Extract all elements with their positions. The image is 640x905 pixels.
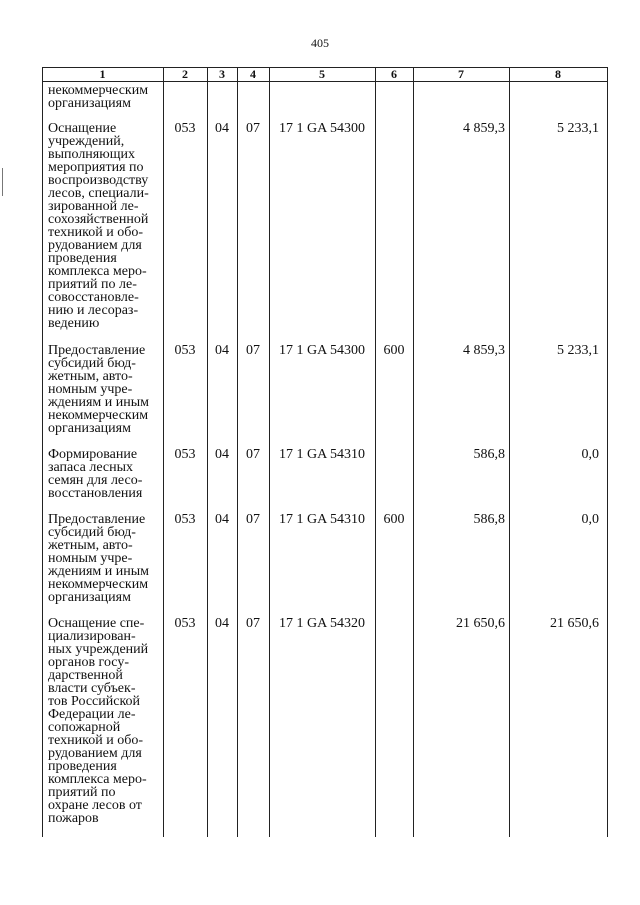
cell-amount-2: 0,0 bbox=[581, 447, 599, 462]
row-name-line: некоммерческим bbox=[48, 408, 149, 423]
cell-amount-1: 4 859,3 bbox=[463, 121, 505, 136]
row-name-line: некоммерческим bbox=[48, 577, 149, 592]
row-name-line: комплекса меро- bbox=[48, 772, 147, 787]
row-name-line: Предоставление bbox=[48, 343, 146, 358]
row-name bbox=[48, 344, 163, 435]
row-name-line: мероприятия по bbox=[48, 160, 144, 175]
row-name-line: номным учре- bbox=[48, 551, 133, 566]
row-name-line: зированной ле- bbox=[48, 199, 139, 214]
row-name-line: органов госу- bbox=[48, 655, 129, 670]
row-name-line: организациям bbox=[48, 96, 131, 111]
row-name-line: восстановления bbox=[48, 486, 143, 501]
cell-section: 04 bbox=[215, 121, 229, 136]
header-col-1: 1 bbox=[99, 67, 106, 81]
cell-section: 04 bbox=[215, 512, 229, 527]
cell-section: 04 bbox=[215, 343, 229, 358]
row-name-line: комплекса меро- bbox=[48, 264, 147, 279]
cell-ministry: 053 bbox=[174, 343, 196, 358]
cell-target-article: 17 1 GA 54300 bbox=[279, 343, 365, 358]
header-col-3: 3 bbox=[219, 67, 225, 81]
row-name bbox=[48, 122, 163, 330]
row-name-line: Оснащение bbox=[48, 121, 117, 136]
header-col-6: 6 bbox=[391, 67, 397, 81]
cell-ministry: 053 bbox=[174, 121, 196, 136]
row-name-line: Федерации ле- bbox=[48, 707, 136, 722]
row-name bbox=[48, 84, 163, 110]
cell-target-article: 17 1 GA 54310 bbox=[279, 447, 365, 462]
cell-ministry: 053 bbox=[174, 616, 196, 631]
row-name-line: номным учре- bbox=[48, 382, 133, 397]
row-name-line: техникой и обо- bbox=[48, 733, 143, 748]
cell-target-article: 17 1 GA 54310 bbox=[279, 512, 365, 527]
row-name-line: тов Российской bbox=[48, 694, 141, 709]
cell-subsection: 07 bbox=[246, 121, 260, 136]
row-name-line: некоммерческим bbox=[48, 83, 149, 98]
row-name-line: субсидий бюд- bbox=[48, 525, 136, 540]
row-name-line: рудованием для bbox=[48, 746, 142, 761]
cell-amount-1: 586,8 bbox=[473, 447, 505, 462]
row-name-line: организациям bbox=[48, 421, 131, 436]
cell-amount-2: 5 233,1 bbox=[557, 343, 599, 358]
row-name-line: охране лесов от bbox=[48, 798, 142, 813]
cell-expense-type: 600 bbox=[383, 343, 405, 358]
cell-subsection: 07 bbox=[246, 512, 260, 527]
row-name-line: Формирование bbox=[48, 447, 138, 462]
row-name-line: семян для лесо- bbox=[48, 473, 143, 488]
column-divider bbox=[375, 67, 376, 837]
header-col-7: 7 bbox=[458, 67, 464, 81]
cell-amount-1: 21 650,6 bbox=[456, 616, 505, 631]
header-bottom-rule bbox=[42, 81, 608, 82]
row-name-line: сопожарной bbox=[48, 720, 121, 735]
scan-artifact-mark bbox=[2, 168, 3, 196]
cell-amount-2: 0,0 bbox=[581, 512, 599, 527]
row-name-line: Предоставление bbox=[48, 512, 146, 527]
row-name-line: субсидий бюд- bbox=[48, 356, 136, 371]
row-name bbox=[48, 617, 163, 825]
cell-ministry: 053 bbox=[174, 512, 196, 527]
header-col-8: 8 bbox=[555, 67, 561, 81]
cell-subsection: 07 bbox=[246, 447, 260, 462]
row-name-line: пожаров bbox=[48, 811, 99, 826]
row-name bbox=[48, 448, 163, 500]
page-number: 405 bbox=[311, 36, 329, 50]
cell-section: 04 bbox=[215, 616, 229, 631]
row-name-line: ждениям и иным bbox=[48, 395, 150, 410]
row-name-line: циализирован- bbox=[48, 629, 136, 644]
cell-subsection: 07 bbox=[246, 343, 260, 358]
budget-table bbox=[42, 67, 608, 837]
row-name-line: ных учреждений bbox=[48, 642, 149, 657]
row-name-line: техникой и обо- bbox=[48, 225, 143, 240]
cell-target-article: 17 1 GA 54300 bbox=[279, 121, 365, 136]
header-col-2: 2 bbox=[182, 67, 188, 81]
row-name-line: дарственной bbox=[48, 668, 123, 683]
cell-amount-1: 4 859,3 bbox=[463, 343, 505, 358]
row-name-line: ждениям и иным bbox=[48, 564, 150, 579]
cell-target-article: 17 1 GA 54320 bbox=[279, 616, 365, 631]
row-name-line: воспроизводству bbox=[48, 173, 149, 188]
row-name bbox=[48, 513, 163, 604]
column-divider bbox=[607, 67, 608, 837]
row-name-line: Оснащение спе- bbox=[48, 616, 145, 631]
cell-amount-2: 5 233,1 bbox=[557, 121, 599, 136]
row-name-line: учреждений, bbox=[48, 134, 125, 149]
column-divider bbox=[42, 67, 43, 837]
row-name-line: приятий по ле- bbox=[48, 277, 137, 292]
cell-subsection: 07 bbox=[246, 616, 260, 631]
row-name-line: жетным, авто- bbox=[48, 369, 133, 384]
row-name-line: приятий по bbox=[48, 785, 116, 800]
header-col-4: 4 bbox=[250, 67, 256, 81]
cell-ministry: 053 bbox=[174, 447, 196, 462]
row-name-line: совосстановле- bbox=[48, 290, 139, 305]
row-name-line: запаса лесных bbox=[48, 460, 134, 475]
row-name-line: рудованием для bbox=[48, 238, 142, 253]
row-name-line: лесов, специали- bbox=[48, 186, 149, 201]
cell-amount-1: 586,8 bbox=[473, 512, 505, 527]
row-name-line: нию и лесораз- bbox=[48, 303, 139, 318]
row-name-line: ведению bbox=[48, 316, 100, 331]
header-col-5: 5 bbox=[319, 67, 325, 81]
row-name-line: выполняющих bbox=[48, 147, 135, 162]
row-name-line: сохозяйственной bbox=[48, 212, 149, 227]
row-name-line: власти субъек- bbox=[48, 681, 136, 696]
row-name-line: организациям bbox=[48, 590, 131, 605]
cell-section: 04 bbox=[215, 447, 229, 462]
row-name-line: жетным, авто- bbox=[48, 538, 133, 553]
row-name-line: проведения bbox=[48, 759, 117, 774]
cell-amount-2: 21 650,6 bbox=[550, 616, 599, 631]
cell-expense-type: 600 bbox=[383, 512, 405, 527]
row-name-line: проведения bbox=[48, 251, 117, 266]
